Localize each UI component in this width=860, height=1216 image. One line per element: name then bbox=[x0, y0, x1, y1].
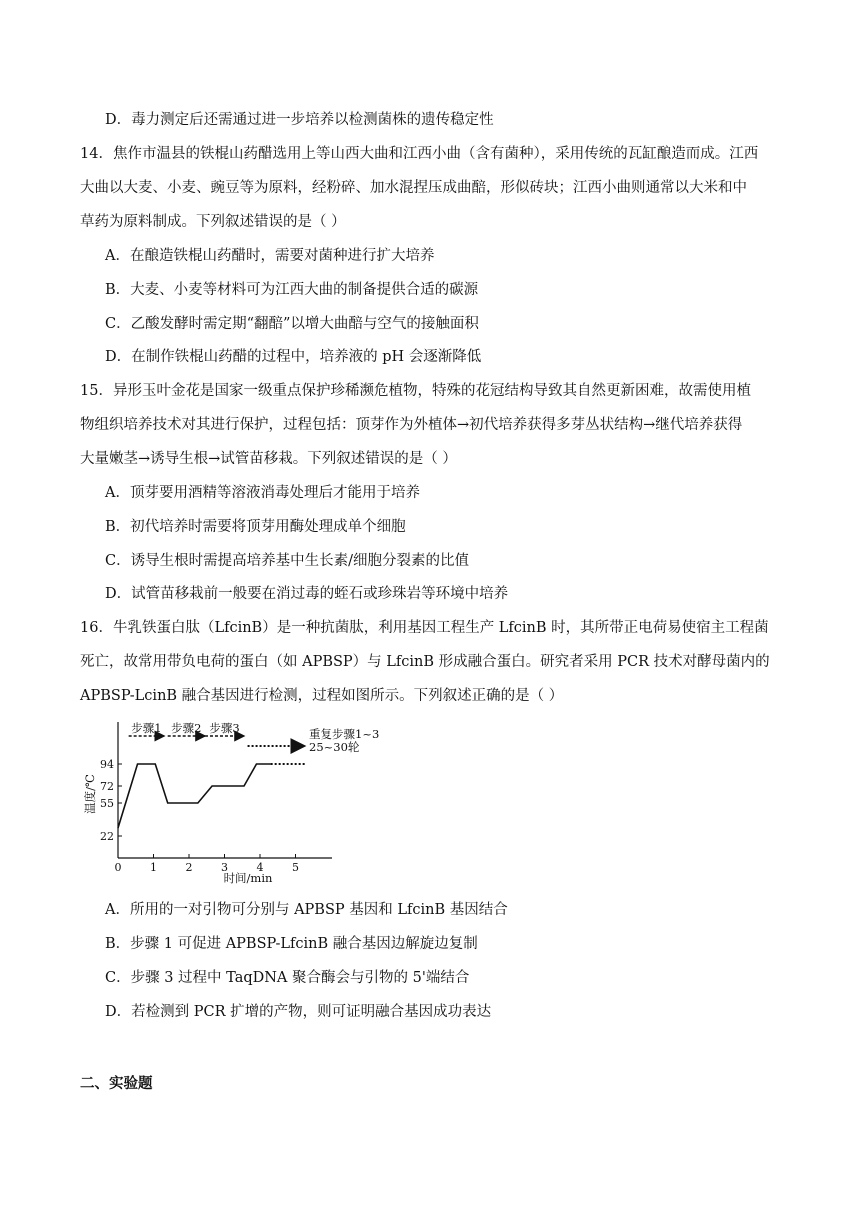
pcr-temperature-chart bbox=[82, 718, 380, 890]
x-tick-label: 4 bbox=[256, 861, 264, 874]
q15-option-d: D．试管苗移栽前一般要在消过毒的蛭石或珍珠岩等环境中培养 bbox=[105, 586, 509, 602]
q16-option-a: A．所用的一对引物可分别与 APBSP 基因和 LfcinB 基因结合 bbox=[105, 902, 508, 918]
q14-option-b: B．大麦、小麦等材料可为江西大曲的制备提供合适的碳源 bbox=[105, 282, 479, 298]
q15-option-c: C．诱导生根时需提高培养基中生长素/细胞分裂素的比值 bbox=[105, 553, 469, 569]
q15-option-a: A．顶芽要用酒精等溶液消毒处理后才能用于培养 bbox=[105, 485, 420, 501]
q14-option-a: A．在酿造铁棍山药醋时，需要对菌种进行扩大培养 bbox=[105, 248, 435, 264]
x-tick-label: 3 bbox=[221, 861, 228, 874]
repeat-label-1: 重复步骤1~3 bbox=[309, 727, 380, 741]
q15-stem-line-1: 15．异形玉叶金花是国家一级重点保护珍稀濒危植物，特殊的花冠结构导致其自然更新困难，故需使用植 bbox=[80, 383, 751, 399]
y-tick-label: 55 bbox=[100, 797, 114, 810]
x-tick-label: 0 bbox=[114, 861, 122, 874]
q16-option-b: B．步骤 1 可促进 APBSP-LfcinB 融合基因边解旋边复制 bbox=[105, 936, 478, 952]
q16-stem-line-2: 死亡，故常用带负电荷的蛋白（如 APBSP）与 LfcinB 形成融合蛋白。研究者采用 PCR 技术对酵母菌内的 bbox=[80, 654, 770, 670]
temperature-line bbox=[118, 764, 271, 828]
q15-stem-line-2: 物组织培养技术对其进行保护，过程包括：顶芽作为外植体→初代培养获得多芽丛状结构→继代培养获得 bbox=[80, 417, 743, 433]
q15-option-b: B．初代培养时需要将顶芽用酶处理成单个细胞 bbox=[105, 519, 406, 535]
y-axis-label: 温度/℃ bbox=[83, 774, 97, 814]
q13-option-d: D．毒力测定后还需通过进一步培养以检测菌株的遗传稳定性 bbox=[105, 112, 494, 128]
repeat-label-2: 25~30轮 bbox=[309, 740, 360, 754]
q16-option-d: D．若检测到 PCR 扩增的产物，则可证明融合基因成功表达 bbox=[105, 1004, 492, 1020]
q14-option-d: D．在制作铁棍山药醋的过程中，培养液的 pH 会逐渐降低 bbox=[105, 349, 482, 365]
step-label: 步骤1 bbox=[131, 721, 162, 735]
q14-stem-line-1: 14．焦作市温县的铁棍山药醋选用上等山西大曲和江西小曲（含有菌种），采用传统的瓦缸酿造而成。江西 bbox=[80, 146, 759, 162]
y-tick-label: 94 bbox=[100, 758, 114, 771]
x-axis-label: 时间/min bbox=[223, 871, 273, 885]
x-tick-label: 1 bbox=[150, 861, 157, 874]
q14-stem-line-2: 大曲以大麦、小麦、豌豆等为原料，经粉碎、加水混捏压成曲醅，形似砖块；江西小曲则通常以大米和中 bbox=[80, 180, 747, 196]
q16-stem-line-3: APBSP-LcinB 融合基因进行检测，过程如图所示。下列叙述正确的是（ ） bbox=[80, 688, 564, 704]
step-label: 步骤3 bbox=[209, 721, 240, 735]
q16-stem-line-1: 16．牛乳铁蛋白肽（LfcinB）是一种抗菌肽，利用基因工程生产 LfcinB 时，其所带正电荷易使宿主工程菌 bbox=[80, 620, 769, 636]
q16-option-c: C．步骤 3 过程中 TaqDNA 聚合酶会与引物的 5'端结合 bbox=[105, 970, 470, 986]
y-tick-label: 22 bbox=[100, 830, 114, 843]
y-tick-label: 72 bbox=[100, 780, 114, 793]
q14-stem-line-3: 草药为原料制成。下列叙述错误的是（ ） bbox=[80, 214, 346, 230]
step-label: 步骤2 bbox=[171, 721, 202, 735]
section-title: 二、实验题 bbox=[80, 1076, 153, 1092]
q15-stem-line-3: 大量嫩茎→诱导生根→试管苗移栽。下列叙述错误的是（ ） bbox=[80, 451, 457, 467]
q14-option-c: C．乙酸发酵时需定期“翻醅”以增大曲醅与空气的接触面积 bbox=[105, 316, 479, 332]
x-tick-label: 2 bbox=[185, 861, 193, 874]
x-tick-label: 5 bbox=[292, 861, 299, 874]
